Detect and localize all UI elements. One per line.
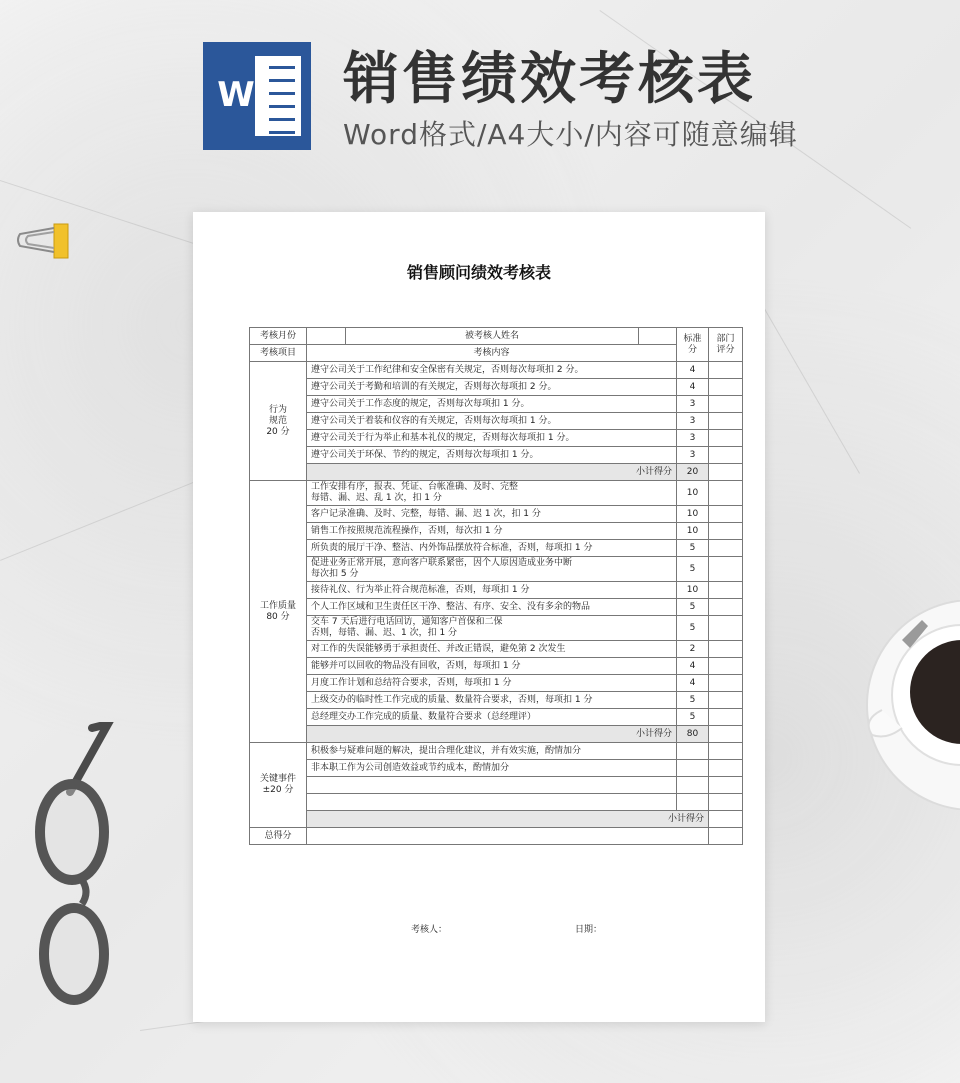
criterion-text: 遵守公司关于着装和仪容的有关规定，否则每次每项扣 1 分。 [307, 413, 677, 430]
criterion-text [307, 794, 677, 811]
criterion-text: 工作安排有序，报表、凭证、台帐准确、及时、完整 每错、漏、迟、乱 1 次，扣 1 分 [307, 481, 677, 506]
dept-score-cell[interactable] [709, 481, 743, 506]
criterion-text: 促进业务正常开展，意向客户联系紧密，因个人原因造成业务中断 每次扣 5 分 [307, 557, 677, 582]
table-row [250, 413, 743, 430]
standard-score-cell: 5 [677, 709, 709, 726]
dept-score-cell[interactable] [709, 616, 743, 641]
dept-score-cell[interactable] [709, 726, 743, 743]
table-row [250, 599, 743, 616]
subtotal-label: 小计得分 [307, 464, 677, 481]
dept-score-cell[interactable] [709, 464, 743, 481]
table-row [250, 506, 743, 523]
subtotal-value: 80 [677, 726, 709, 743]
standard-score-cell: 10 [677, 582, 709, 599]
standard-score-cell: 4 [677, 658, 709, 675]
reviewer-label: 考核人： [411, 925, 448, 935]
table-row [250, 692, 743, 709]
criterion-text: 遵守公司关于工作态度的规定，否则每次每项扣 1 分。 [307, 396, 677, 413]
standard-score-cell: 5 [677, 692, 709, 709]
dept-score-cell[interactable] [709, 743, 743, 760]
criterion-text: 交车 7 天后进行电话回访，通知客户首保和二保 否则，每错、漏、迟、1 次，扣 1 分 [307, 616, 677, 641]
table-header-row [250, 345, 743, 362]
dept-score-cell[interactable] [709, 430, 743, 447]
table-row [250, 362, 743, 379]
dept-score-cell[interactable] [709, 794, 743, 811]
dept-score-cell[interactable] [709, 709, 743, 726]
banner-title: 销售绩效考核表 [343, 47, 756, 112]
section-name: 关键事件 ±20 分 [250, 743, 307, 828]
item-header: 考核项目 [250, 345, 307, 362]
standard-score-cell: 3 [677, 447, 709, 464]
criterion-text: 总经理交办工作完成的质量、数量符合要求（总经理评） [307, 709, 677, 726]
assessment-table [249, 327, 743, 845]
standard-score-cell: 5 [677, 540, 709, 557]
dept-score-cell[interactable] [709, 582, 743, 599]
standard-score-cell: 4 [677, 379, 709, 396]
criterion-text: 遵守公司关于工作纪律和安全保密有关规定，否则每次每项扣 2 分。 [307, 362, 677, 379]
standard-score-cell [677, 760, 709, 777]
subtotal-row [250, 811, 743, 828]
table-row [250, 430, 743, 447]
dept-score-cell[interactable] [709, 396, 743, 413]
subtotal-value: 20 [677, 464, 709, 481]
table-row [250, 523, 743, 540]
table-row [250, 794, 743, 811]
dept-score-header: 部门评分 [709, 328, 743, 362]
total-row [250, 828, 743, 845]
criterion-text: 积极参与疑难问题的解决，提出合理化建议，并有效实施，酌情加分 [307, 743, 677, 760]
standard-score-cell [677, 794, 709, 811]
section-name: 工作质量 80 分 [250, 481, 307, 743]
table-row [250, 582, 743, 599]
month-value-cell[interactable] [307, 328, 346, 345]
table-row [250, 777, 743, 794]
standard-score-cell: 5 [677, 616, 709, 641]
criterion-text: 个人工作区域和卫生责任区干净、整洁、有序、安全、没有多余的物品 [307, 599, 677, 616]
dept-score-cell[interactable] [709, 506, 743, 523]
table-row [250, 481, 743, 506]
standard-score-cell: 5 [677, 599, 709, 616]
criterion-text: 遵守公司关于环保、节约的规定，否则每次每项扣 1 分。 [307, 447, 677, 464]
standard-score-cell: 10 [677, 523, 709, 540]
criterion-text: 遵守公司关于考勤和培训的有关规定，否则每次每项扣 2 分。 [307, 379, 677, 396]
criterion-text [307, 777, 677, 794]
table-row [250, 379, 743, 396]
table-row [250, 658, 743, 675]
dept-score-cell[interactable] [709, 362, 743, 379]
table-row [250, 540, 743, 557]
dept-score-cell[interactable] [709, 447, 743, 464]
coffee-cup-icon [862, 600, 960, 810]
criterion-text: 对工作的失误能够勇于承担责任、并改正错误，避免第 2 次发生 [307, 641, 677, 658]
eyeglasses-icon [30, 722, 140, 1022]
criterion-text: 遵守公司关于行为举止和基本礼仪的规定，否则每次每项扣 1 分。 [307, 430, 677, 447]
standard-score-cell: 2 [677, 641, 709, 658]
document-page [193, 212, 765, 1022]
criterion-text: 所负责的展厅干净、整洁、内外饰品摆放符合标准，否则，每项扣 1 分 [307, 540, 677, 557]
table-row [250, 709, 743, 726]
criterion-text: 上级交办的临时性工作完成的质量、数量符合要求，否则，每项扣 1 分 [307, 692, 677, 709]
word-logo-letter: W [217, 75, 255, 115]
standard-score-header: 标准分 [677, 328, 709, 362]
dept-score-cell[interactable] [709, 523, 743, 540]
word-app-icon [203, 42, 311, 150]
standard-score-cell [677, 777, 709, 794]
dept-score-cell[interactable] [709, 557, 743, 582]
table-row [250, 557, 743, 582]
standard-score-cell [677, 743, 709, 760]
total-value-cell[interactable] [307, 828, 709, 845]
dept-score-cell[interactable] [709, 641, 743, 658]
criterion-text: 月度工作计划和总结符合要求，否则，每项扣 1 分 [307, 675, 677, 692]
criterion-text: 接待礼仪、行为举止符合规范标准，否则，每项扣 1 分 [307, 582, 677, 599]
table-row [250, 396, 743, 413]
table-row [250, 760, 743, 777]
standard-score-cell: 3 [677, 430, 709, 447]
subtotal-row [250, 726, 743, 743]
table-header-row [250, 328, 743, 345]
subtotal-label: 小计得分 [307, 726, 677, 743]
table-row [250, 743, 743, 760]
standard-score-cell: 4 [677, 675, 709, 692]
dept-score-cell[interactable] [709, 692, 743, 709]
dept-score-cell[interactable] [709, 675, 743, 692]
table-row [250, 641, 743, 658]
standard-score-cell: 10 [677, 481, 709, 506]
criterion-text: 非本职工作为公司创造效益或节约成本，酌情加分 [307, 760, 677, 777]
subtotal-label: 小计得分 [307, 811, 709, 828]
dept-score-cell[interactable] [709, 811, 743, 828]
dept-score-cell[interactable] [709, 760, 743, 777]
table-row [250, 675, 743, 692]
criterion-text: 能够并可以回收的物品没有回收，否则，每项扣 1 分 [307, 658, 677, 675]
dept-score-cell[interactable] [709, 599, 743, 616]
subtotal-row [250, 464, 743, 481]
dept-score-cell[interactable] [709, 777, 743, 794]
name-label: 被考核人姓名 [346, 328, 639, 345]
standard-score-cell: 5 [677, 557, 709, 582]
content-header: 考核内容 [307, 345, 677, 362]
document-title: 销售顾问绩效考核表 [406, 263, 551, 282]
dept-score-cell[interactable] [709, 413, 743, 430]
month-label: 考核月份 [250, 328, 307, 345]
table-row [250, 616, 743, 641]
standard-score-cell: 3 [677, 413, 709, 430]
marble-vein [759, 300, 860, 474]
standard-score-cell: 3 [677, 396, 709, 413]
binder-clip-icon [14, 218, 70, 264]
standard-score-cell: 4 [677, 362, 709, 379]
date-label: 日期： [575, 925, 603, 935]
criterion-text: 客户记录准确、及时、完整，每错、漏、迟 1 次，扣 1 分 [307, 506, 677, 523]
section-name: 行为 规范 20 分 [250, 362, 307, 481]
criterion-text: 销售工作按照规范流程操作，否则，每次扣 1 分 [307, 523, 677, 540]
table-row [250, 447, 743, 464]
dept-score-cell[interactable] [709, 658, 743, 675]
banner-subtitle: Word格式/A4大小/内容可随意编辑 [343, 118, 798, 151]
total-label: 总得分 [250, 828, 307, 845]
dept-score-cell[interactable] [709, 540, 743, 557]
name-value-cell[interactable] [639, 328, 677, 345]
standard-score-cell: 10 [677, 506, 709, 523]
dept-score-cell[interactable] [709, 379, 743, 396]
dept-score-cell[interactable] [709, 828, 743, 845]
